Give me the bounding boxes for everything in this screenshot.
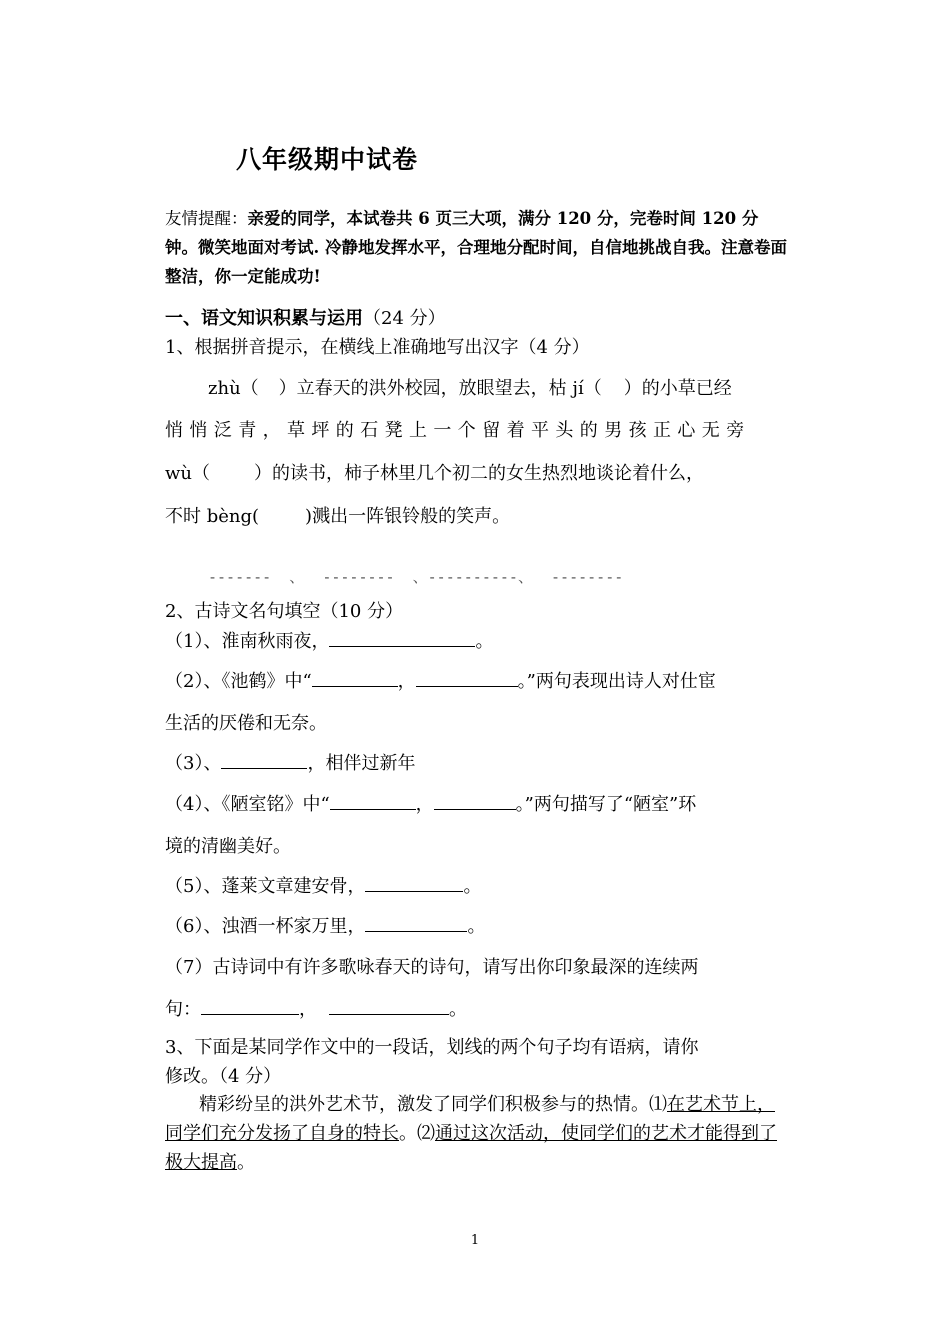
- poem-text: 。: [475, 631, 494, 652]
- poem-item-6: [165, 912, 789, 938]
- answer-blank[interactable]: [434, 791, 516, 810]
- question-3-prompt: 3、下面是某同学作文中的一段话，划线的两个句子均有语病，请你: [165, 1037, 699, 1058]
- answer-blank[interactable]: [201, 996, 299, 1015]
- page-title: 八年级期中试卷: [236, 145, 419, 174]
- answer-blank[interactable]: [312, 668, 398, 687]
- section-score: （24 分）: [363, 308, 446, 329]
- passage-text: 精彩纷呈的洪外艺术节，激发了同学们积极参与的热情。⑴: [199, 1094, 667, 1115]
- answer-blank[interactable]: [365, 873, 463, 892]
- poem-item-2-cont: 生活的厌倦和无奈。: [165, 713, 327, 734]
- underlined-sentence-2: 通过这次活动，使同学们的艺术才能得到了极大提高: [165, 1123, 777, 1173]
- error-passage: [165, 1090, 789, 1177]
- answer-blank[interactable]: [365, 913, 467, 932]
- underlined-sentence-1: 在艺术节上，同学们充分发扬了自身的特长: [165, 1094, 775, 1144]
- pinyin-line-2: 悄悄泛青，草坪的石凳上一个留着平头的男孩正心无旁: [165, 420, 751, 441]
- friendly-reminder: [165, 204, 789, 291]
- poem-item-4-cont: 境的清幽美好。: [165, 836, 291, 857]
- poem-text: （1）、淮南秋雨夜，: [165, 631, 330, 652]
- question-1-prompt: 1、根据拼音提示，在横线上准确地写出汉字（4 分）: [165, 337, 590, 358]
- poem-text: ，: [397, 671, 416, 692]
- poem-item-1: [165, 627, 789, 653]
- question-3-prompt-cont: 修改。（4 分）: [165, 1066, 282, 1087]
- pinyin-zhu: zhù（: [208, 378, 259, 399]
- answer-blank[interactable]: [329, 628, 475, 647]
- answer-blank[interactable]: [330, 791, 416, 810]
- pinyin-beng: 不时 bèng(: [165, 506, 260, 527]
- poem-text: 句：: [165, 999, 201, 1020]
- answer-blank[interactable]: [329, 996, 449, 1015]
- passage-text: 。: [237, 1152, 255, 1173]
- poem-text: （3）、: [165, 753, 222, 774]
- poem-text: （2）、《池鹤》中“: [165, 671, 312, 692]
- poem-text: ，: [299, 999, 317, 1020]
- poem-text: （6）、浊酒一杯家万里，: [165, 916, 366, 937]
- poem-text: ，: [415, 794, 434, 815]
- poem-text: 。”两句表现出诗人对仕宦: [517, 671, 716, 692]
- pinyin-text: )溅出一阵银铃般的笑声。: [305, 506, 511, 527]
- pinyin-text: ）的读书，柿子林里几个初二的女生热烈地谈论着什么，: [254, 463, 704, 484]
- answer-blanks[interactable]: ------- 、 -------- 、----------、 --------: [208, 568, 624, 586]
- reminder-body: 亲爱的同学，本试卷共 6 页三大项，满分 120 分，完卷时间 120 分钟。微笑地面对考试. 冷静地发挥水平，合理地分配时间，自信地挑战自我。注意卷面整洁，你一定能成功!: [165, 209, 787, 286]
- poem-text: ，相伴过新年: [307, 753, 416, 774]
- pinyin-text: ）立春天的洪外校园，放眼望去，枯 jí（: [278, 378, 602, 399]
- answer-blank[interactable]: [416, 668, 518, 687]
- poem-item-2: [165, 667, 789, 693]
- poem-text: 。: [449, 999, 467, 1020]
- reminder-lead: 友情提醒：: [165, 209, 248, 228]
- poem-text: （5）、蓬莱文章建安骨，: [165, 876, 366, 897]
- question-2-prompt: 2、古诗文名句填空（10 分）: [165, 601, 404, 622]
- poem-item-4: [165, 790, 789, 816]
- poem-text: 。”两句描写了“陋室”环: [515, 794, 697, 815]
- poem-item-3: [165, 749, 789, 775]
- section-heading: [165, 304, 789, 330]
- pinyin-line-1: [208, 374, 832, 400]
- pinyin-line-4: [165, 502, 789, 528]
- poem-item-7: （7）古诗词中有许多歌咏春天的诗句，请写出你印象最深的连续两: [165, 957, 699, 978]
- poem-text: （4）、《陋室铭》中“: [165, 794, 330, 815]
- poem-text: 。: [463, 876, 482, 897]
- poem-item-7-cont: [165, 995, 789, 1021]
- pinyin-text: ）的小草已经: [623, 378, 732, 399]
- poem-text: 。: [467, 916, 486, 937]
- poem-item-5: [165, 872, 789, 898]
- answer-blank[interactable]: [221, 750, 307, 769]
- passage-text: 。⑵: [399, 1123, 435, 1144]
- section-title: 一、语文知识积累与运用: [165, 308, 363, 329]
- page-number: 1: [470, 1233, 480, 1248]
- pinyin-line-3: [165, 459, 789, 485]
- pinyin-wu: wù（: [165, 463, 210, 484]
